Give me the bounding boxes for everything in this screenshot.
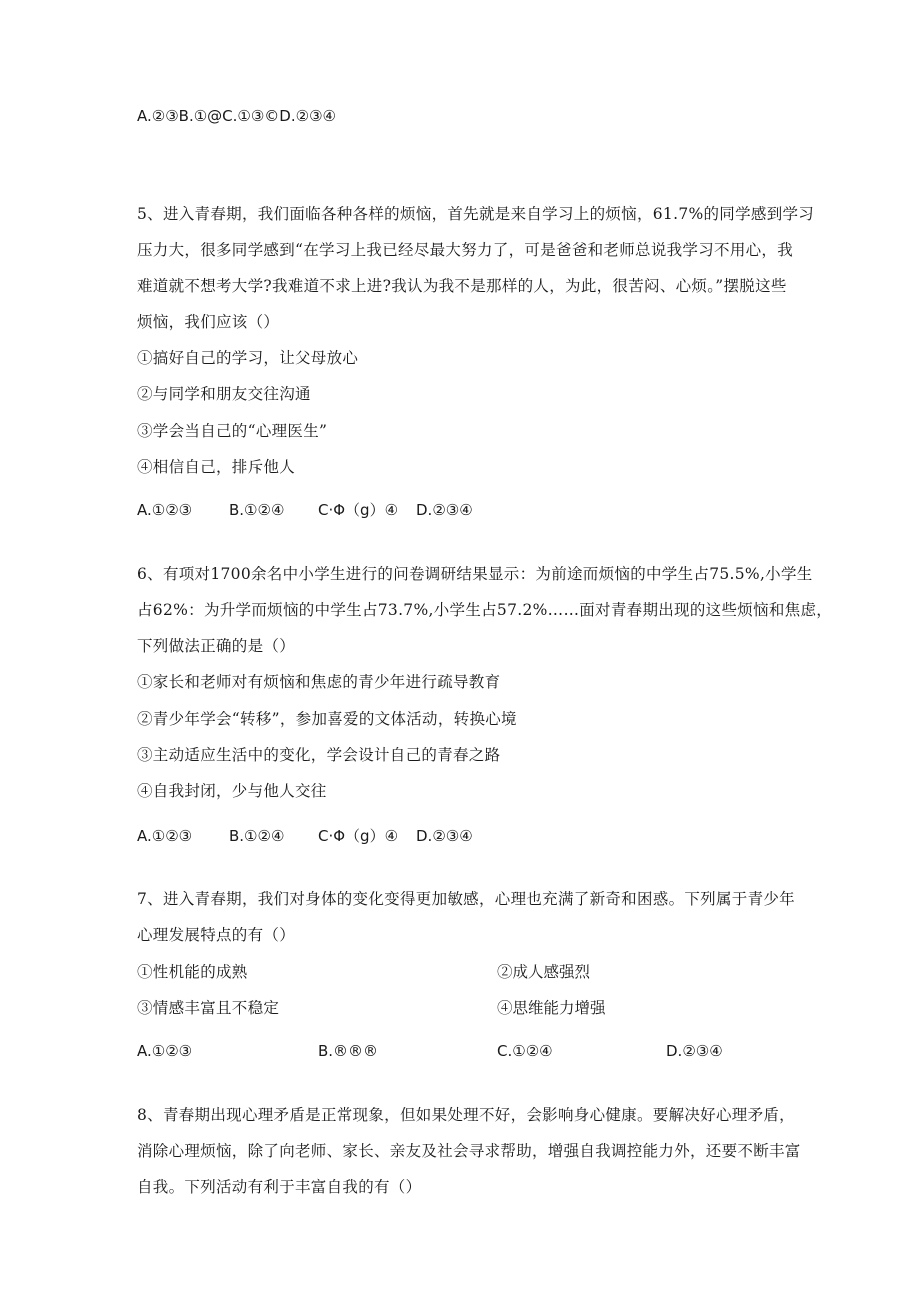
q6-stem-line-3: 下列做法正确的是（）	[137, 637, 296, 655]
q6-stem-line-2: 占62%：为升学而烦恼的中学生占73.7%,小学生占57.2%……面对青春期出现的这些烦恼和焦虑，	[137, 601, 833, 619]
q7-item-3: ③情感丰富且不稳定	[137, 999, 280, 1017]
q5-item-2: ②与同学和朋友交往沟通	[137, 385, 311, 403]
q6-option-d: D.②③④	[416, 827, 473, 845]
q7-option-d: D.②③④	[666, 1042, 723, 1060]
q6-item-4: ④自我封闭，少与他人交往	[137, 782, 327, 800]
q5-option-a: A.①②③	[137, 501, 193, 519]
q5-stem-line-2: 压力大，很多同学感到“在学习上我已经尽最大努力了，可是爸爸和老师总说我学习不用心，我	[137, 241, 794, 259]
q7-item-2: ②成人感强烈	[497, 963, 591, 981]
q5-item-1: ①搞好自己的学习，让父母放心	[137, 349, 359, 367]
q7-item-1: ①性机能的成熟	[137, 963, 248, 981]
q7-item-4: ④思维能力增强	[497, 999, 606, 1017]
q8-stem-line-2: 消除心理烦恼，除了向老师、家长、亲友及社会寻求帮助，增强自我调控能力外，还要不断丰富	[137, 1142, 801, 1160]
q5-option-c: C·Φ（g）④	[318, 501, 399, 519]
q8-stem-line-1: 8、青春期出现心理矛盾是正常现象，但如果处理不好，会影响身心健康。要解决好心理矛盾，	[137, 1106, 795, 1124]
q5-option-d: D.②③④	[416, 501, 473, 519]
q5-stem-line-3: 难道就不想考大学?我难道不求上进?我认为我不是那样的人，为此，很苦闷、心烦。”摆脱这些	[137, 277, 787, 295]
q6-option-b: B.①②④	[229, 827, 285, 845]
q6-option-c: C·Φ（g）④	[318, 827, 399, 845]
q7-option-b: B.®®®	[318, 1042, 379, 1060]
q6-option-a: A.①②③	[137, 827, 193, 845]
q6-item-3: ③主动适应生活中的变化，学会设计自己的青春之路	[137, 746, 501, 764]
q5-stem-line-4: 烦恼，我们应该（）	[137, 313, 280, 331]
q5-item-4: ④相信自己，排斥他人	[137, 458, 296, 476]
q5-option-b: B.①②④	[229, 501, 285, 519]
q7-stem-line-2: 心理发展特点的有（）	[137, 926, 296, 944]
q7-option-c: C.①②④	[497, 1042, 553, 1060]
q5-item-3: ③学会当自己的“心理医生”	[137, 422, 328, 440]
q6-item-2: ②青少年学会“转移”，参加喜爱的文体活动，转换心境	[137, 710, 517, 728]
q5-stem-line-1: 5、进入青春期，我们面临各种各样的烦恼，首先就是来自学习上的烦恼，61.7%的同学感到学习	[137, 205, 815, 223]
q7-stem-line-1: 7、进入青春期，我们对身体的变化变得更加敏感，心理也充满了新奇和困惑。下列属于青少年	[137, 890, 795, 908]
q4-answer-options: A.②③B.①@C.①③©D.②③④	[137, 107, 336, 125]
q8-stem-line-3: 自我。下列活动有利于丰富自我的有（）	[137, 1178, 422, 1196]
q6-item-1: ①家长和老师对有烦恼和焦虑的青少年进行疏导教育	[137, 673, 501, 691]
q6-stem-line-1: 6、有项对1700余名中小学生进行的问卷调研结果显示：为前途而烦恼的中学生占75.5%,小学生	[137, 565, 813, 583]
q7-option-a: A.①②③	[137, 1042, 193, 1060]
